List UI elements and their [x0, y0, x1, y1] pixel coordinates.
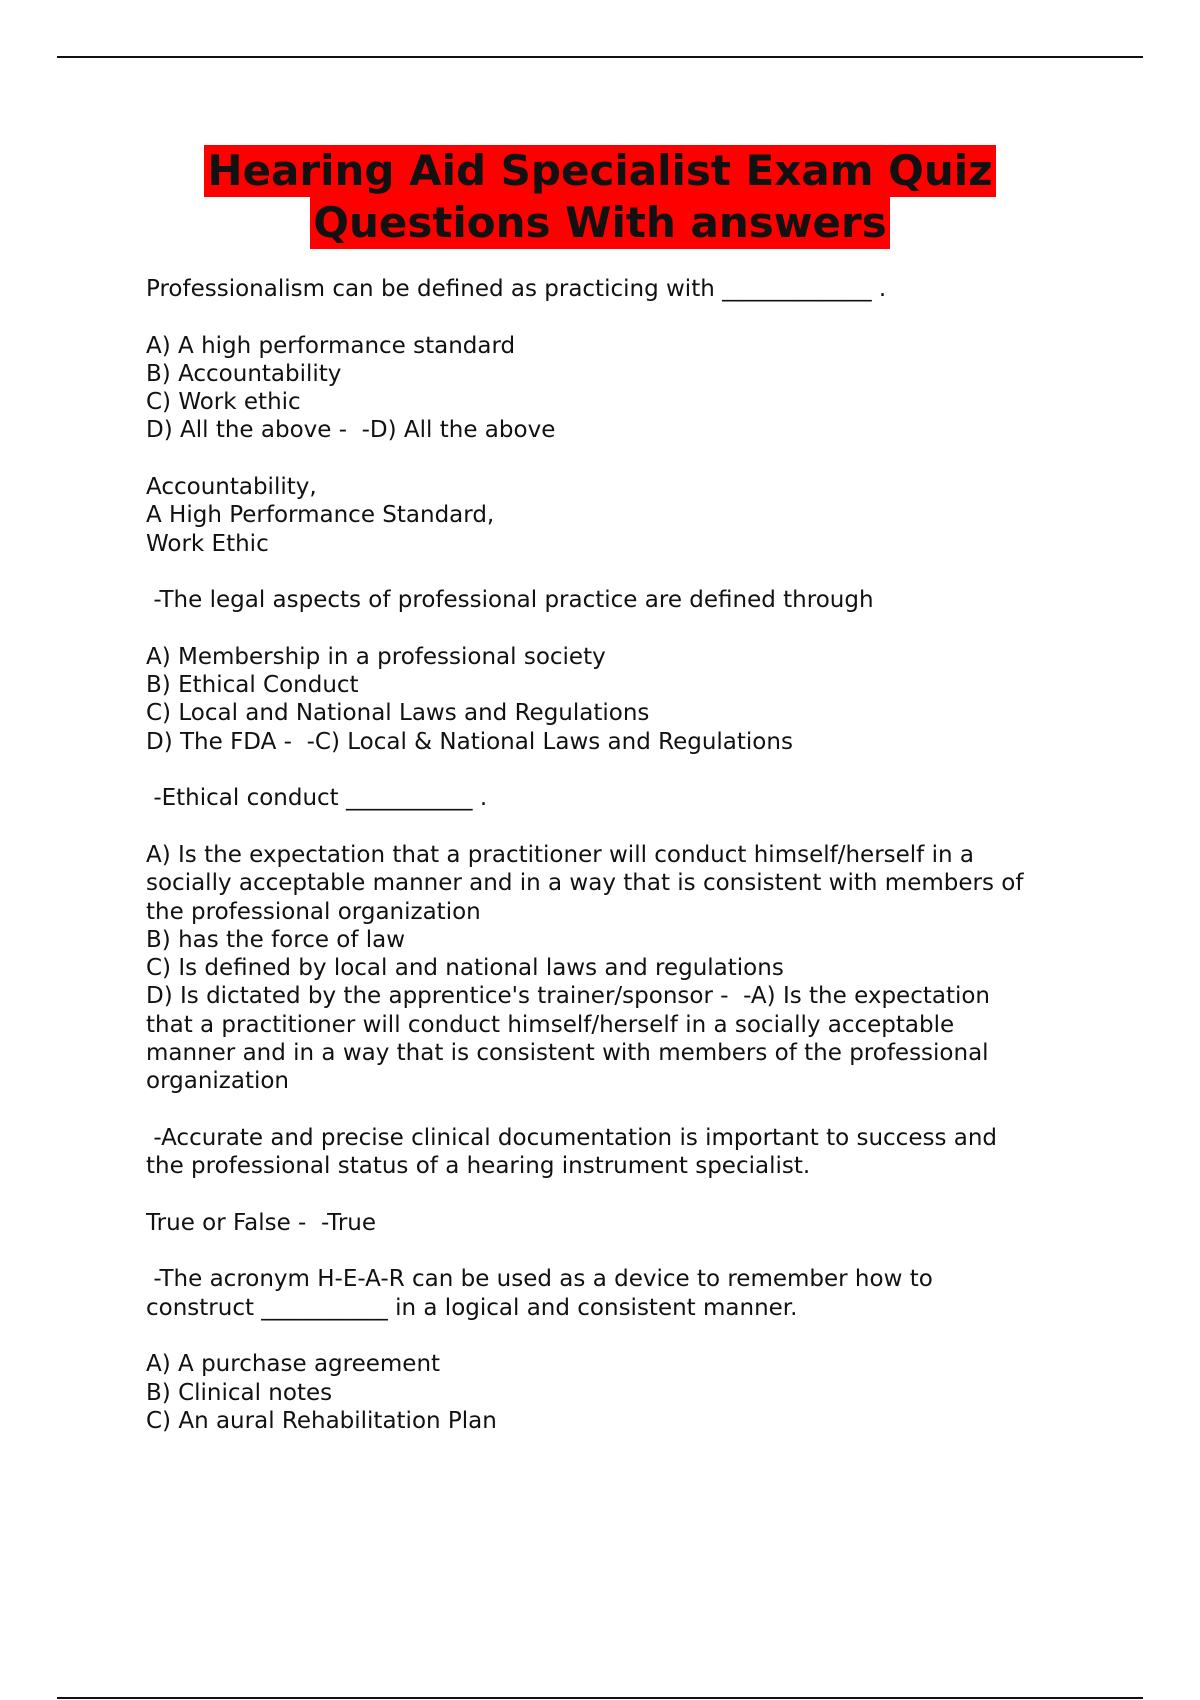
question-block — [146, 1209, 1076, 1237]
question-block — [146, 332, 1076, 445]
text-line: B) Ethical Conduct — [146, 672, 359, 699]
text-line: that a practitioner will conduct himself/herself in a socially acceptable — [146, 1011, 955, 1038]
text-line: D) The FDA - -C) Local & National Laws and Regulations — [146, 728, 793, 755]
text-line: A) A high performance standard — [146, 332, 516, 359]
question-block — [146, 473, 1076, 558]
text-line: D) Is dictated by the apprentice's trainer/sponsor - -A) Is the expectation — [146, 983, 991, 1010]
text-line: C) An aural Rehabilitation Plan — [146, 1407, 497, 1434]
text-line: Accountability, — [146, 474, 317, 501]
footer-rule — [57, 1697, 1143, 1699]
text-line: the professional organization — [146, 898, 481, 925]
text-line: manner and in a way that is consistent with members of the professional — [146, 1040, 989, 1067]
question-block — [146, 1124, 1076, 1181]
text-line: C) Is defined by local and national laws and regulations — [146, 955, 784, 982]
text-line: B) Clinical notes — [146, 1379, 333, 1406]
text-line: Professionalism can be defined as practicing with _____________ . — [146, 276, 887, 302]
text-line: -Ethical conduct ___________ . — [146, 785, 488, 812]
question-block — [146, 275, 1076, 303]
header-rule — [57, 56, 1143, 58]
title-line-1: Hearing Aid Specialist Exam Quiz — [204, 145, 995, 197]
text-line: organization — [146, 1068, 290, 1095]
text-line: -The legal aspects of professional practice are defined through — [146, 587, 874, 614]
text-line: A) A purchase agreement — [146, 1351, 441, 1378]
text-line: -Accurate and precise clinical documentation is important to success and — [146, 1124, 998, 1151]
text-line: the professional status of a hearing instrument specialist. — [146, 1153, 811, 1180]
text-line: B) Accountability — [146, 360, 342, 387]
title-line-2: Questions With answers — [310, 197, 890, 249]
text-line: construct ___________ in a logical and consistent manner. — [146, 1294, 798, 1321]
text-line: A High Performance Standard, — [146, 502, 495, 529]
text-line: C) Local and National Laws and Regulations — [146, 700, 650, 727]
question-block — [146, 841, 1076, 1096]
text-line: D) All the above - -D) All the above — [146, 417, 556, 444]
text-line: -The acronym H-E-A-R can be used as a device to remember how to — [146, 1266, 933, 1293]
question-block — [146, 784, 1076, 812]
text-line: B) has the force of law — [146, 926, 406, 953]
text-line: True or False - -True — [146, 1209, 377, 1236]
question-block — [146, 1265, 1076, 1322]
document-body — [146, 275, 1076, 1463]
text-line: Work Ethic — [146, 530, 269, 557]
question-block — [146, 643, 1076, 756]
text-line: A) Is the expectation that a practitioner will conduct himself/herself in a — [146, 841, 974, 868]
text-line: A) Membership in a professional society — [146, 643, 606, 670]
question-block — [146, 1350, 1076, 1435]
question-block — [146, 586, 1076, 614]
text-line: C) Work ethic — [146, 389, 301, 416]
text-line: socially acceptable manner and in a way that is consistent with members of — [146, 870, 1024, 897]
document-title — [0, 145, 1200, 249]
